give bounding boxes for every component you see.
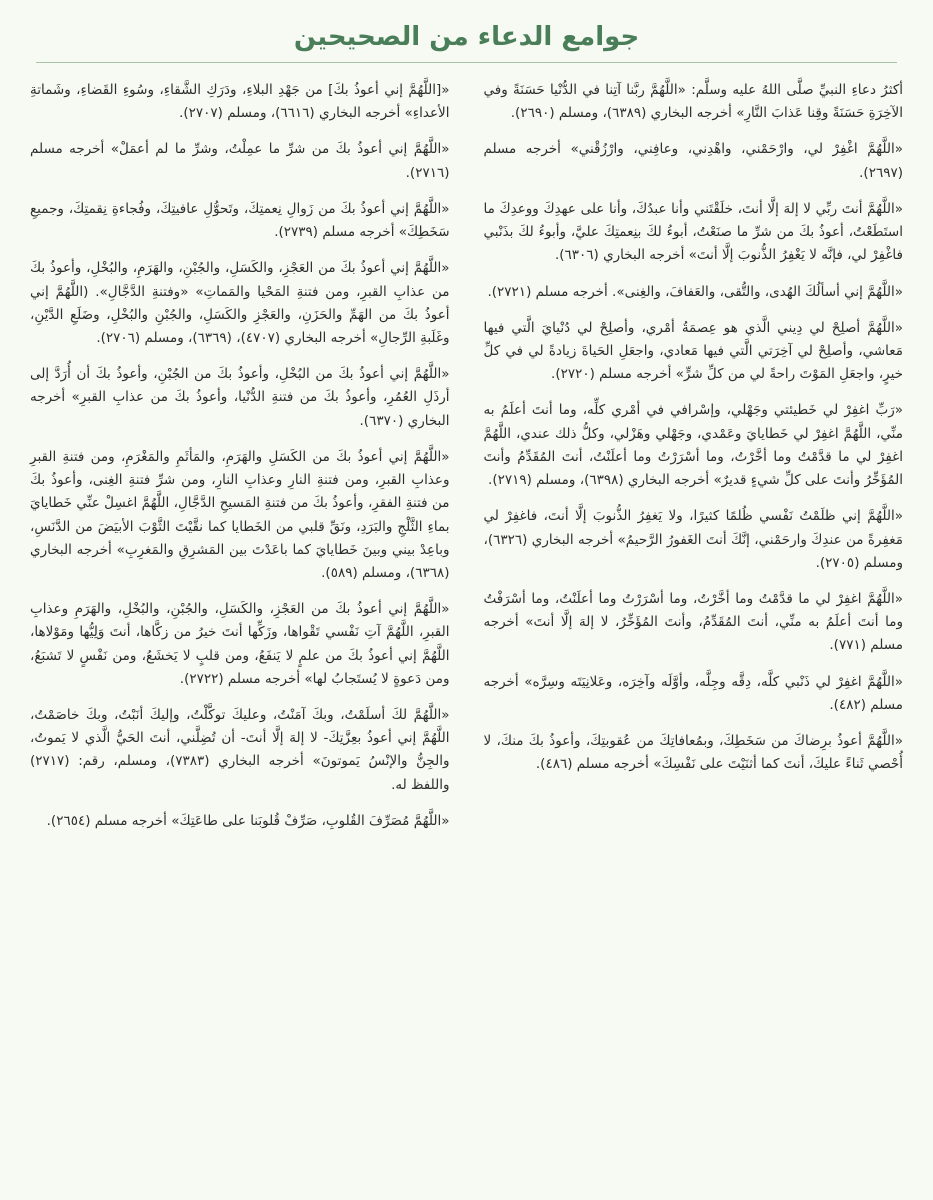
dua-item: «اللَّهُمَّ إني ظلَمْتُ نَفْسي ظُلمًا كثيرًا، ولا يَغفِرُ الذُّنوبَ إلَّا أنتَ، فاغفِرْ لي مَغفِرةً من عندِكَ وارحَمْني، إنَّكَ أنتَ الغَفورُ الرَّحيمُ» أخرجه البخاري (٦٣٢٦)، ومسلم (٢٧٠٥).: [483, 508, 903, 571]
dua-item: «اللَّهُمَّ إني أسألُكَ الهُدى، والتُّقى، والعَفافَ، والغِنى». أخرجه مسلم (٢٧٢١).: [487, 283, 903, 300]
dua-item: «اللَّهُمَّ أعوذُ برِضاكَ من سَخَطِكَ، وبمُعافاتِكَ من عُقوبتِكَ، وأعوذُ بكَ منكَ، لا أُحْصي ثَناءً عليكَ، أنتَ كما أثنَيْتَ على نَفْسِكَ» أخرجه مسلم (٤٨٦).: [483, 733, 903, 773]
dua-item: «[اللَّهُمَّ إني أعوذُ بكَ] من جَهْدِ البلاءِ، ودَرَكِ الشَّقاءِ، وسُوءِ القَضاءِ، وشَماتةِ الأعداءِ» أخرجه البخاري (٦٦١٦)، ومسلم (٢٧٠٧).: [30, 82, 450, 122]
dua-item: «اللَّهُمَّ إني أعوذُ بكَ من شرِّ ما عمِلْتُ، وشرِّ ما لم أعمَلْ» أخرجه مسلم (٢٧١٦).: [30, 141, 450, 181]
column-right: [484, 79, 904, 846]
dua-item: «اللَّهُمَّ لكَ أسلَمْتُ، وبكَ آمَنْتُ، وعليكَ توكَّلْتُ، وإليكَ أنَبْتُ، وبكَ خاصَمْتُ، اللَّهُمَّ إني أعوذُ بعِزَّتِكَ- لا إلهَ إلَّا أنتَ- أن تُضِلَّني، أنتَ الحَيُّ الَّذي لا يَموتُ، والجِنُّ والإنْسُ يَموتونَ» أخرجه البخاري (٧٣٨٣)، ومسلم، رقم: (٢٧١٧) واللفظ له.: [30, 707, 450, 793]
page-title: جوامع الدعاء من الصحيحين: [293, 22, 640, 52]
dua-item: «اللَّهُمَّ إني أعوذُ بكَ من الكَسَلِ والهَرَمِ، والمَأثَمِ والمَغْرَمِ، ومن فتنةِ القبرِ وعذابِ القبرِ، ومن فتنةِ النارِ وعذابِ النارِ، ومن شرِّ فتنةِ الغِنى، وأعوذُ بكَ من فتنةِ الفقرِ، وأعوذُ بكَ من فتنةِ المَسيحِ الدَّجَّالِ، اللَّهُمَّ اغسِلْ عنِّي خَطايايَ بماءِ الثَّلْجِ والبَرَدِ، ونَقِّ قلبي من الخَطايا كما نقَّيْتَ الثَّوْبَ الأبيَضَ من الدَّنَسِ، وباعِدْ بيني وبينَ خَطايايَ كما باعَدْتَ بين المَشرِقِ والمَغرِبِ» أخرجه البخاري (٦٣٦٨)، ومسلم (٥٨٩).: [30, 448, 450, 581]
dua-item: «رَبِّ اغفِرْ لي خَطيئتي وجَهْلي، وإسْرافي في أمْري كلِّه، وما أنتَ أعلَمُ به منِّي، اللَّهُمَّ اغفِرْ لي خَطايايَ وعَمْدي، وجَهْلي وهَزْلي، وكلُّ ذلك عندي، اللَّهُمَّ اغفِرْ لي ما قدَّمْتُ وما أخَّرْتُ، وما أسْرَرْتُ وما أعلَنْتُ، أنتَ المُقَدِّمُ وأنتَ المُؤَخِّرُ وأنتَ على كلِّ شيءٍ قديرٌ» أخرجه البخاري (٦٣٩٨)، ومسلم (٢٧١٩).: [483, 402, 903, 489]
dua-item: «اللَّهُمَّ مُصَرِّفَ القُلوبِ، صَرِّفْ قُلوبَنا على طاعَتِكَ» أخرجه مسلم (٢٦٥٤).: [46, 812, 450, 829]
dua-item: «اللَّهُمَّ اغفِرْ لي ما قدَّمْتُ وما أخَّرْتُ، وما أسْرَرْتُ وما أعلَنْتُ، وما أسْرَفْتُ وما أنتَ أعلَمُ به منِّي، أنتَ المُقَدِّمُ، وأنتَ المُؤَخِّرُ، لا إلهَ إلَّا أنتَ» أخرجه مسلم (٧٧١).: [483, 590, 903, 654]
dua-item: «اللَّهُمَّ أصلِحْ لي دِيني الَّذي هو عِصمَةُ أمْري، وأصلِحْ لي دُنْيايَ الَّتي فيها مَعاشي، وأصلِحْ لي آخِرَتي الَّتي فيها مَعادي، واجعَلِ الحَياةَ زيادةً لي في كلِّ خيرٍ، واجعَلِ المَوْتَ راحةً لي من كلِّ شرٍّ» أخرجه مسلم (٢٧٢٠).: [483, 319, 903, 383]
dua-item: «اللَّهُمَّ اغفِرْ لي ذَنْبي كلَّه، دِقَّه وجِلَّه، وأوَّلَه وآخِرَه، وعَلانِيَتَه وسِرَّه» أخرجه مسلم (٤٨٢).: [483, 673, 903, 713]
title-divider: [36, 62, 897, 63]
dua-item: «اللَّهُمَّ أنتَ ربِّي لا إلهَ إلَّا أنتَ، خلَقْتَني وأنا عبدُكَ، وأنا على عهدِكَ ووعدِكَ ما استَطَعْتُ، أعوذُ بكَ من شرِّ ما صنَعْتُ، أبوءُ لكَ بنِعمتِكَ عليَّ، وأبوءُ لكَ بذَنْبي فاغْفِرْ لي، فإنَّه لا يَغْفِرُ الذُّنوبَ إلَّا أنتَ» أخرجه البخاري (٦٣٠٦).: [483, 200, 903, 264]
dua-item: أكثرُ دعاءِ النبيِّ صلَّى اللهُ عليه وسلَّم: «اللَّهُمَّ ربَّنا آتِنا في الدُّنْيا حَسَنَةً وفي الآخِرَةِ حَسَنَةً وقِنا عَذابَ النَّارِ» أخرجه البخاري (٦٣٨٩)، ومسلم (٢٦٩٠).: [483, 82, 903, 122]
column-left: [30, 79, 450, 846]
dua-item: «اللَّهُمَّ اغْفِرْ لي، وارْحَمْني، واهْدِني، وعافِني، وارْزُقْني» أخرجه مسلم (٢٦٩٧).: [483, 141, 903, 181]
dua-item: «اللَّهُمَّ إني أعوذُ بكَ من العَجْزِ، والكَسَلِ، والجُبْنِ، والبُخْلِ، والهَرَمِ وعذابِ القبرِ، اللَّهُمَّ آتِ نَفْسي تَقْواها، وزَكِّها أنتَ خيرُ من زكَّاها، أنتَ وَلِيُّها ومَوْلاها، اللَّهُمَّ إني أعوذُ بكَ من علمٍ لا يَنفَعُ، ومن قلبٍ لا يَخشَعُ، ومن نَفْسٍ لا تَشبَعُ، ومن دَعوةٍ لا يُستَجابُ لها» أخرجه مسلم (٢٧٢٢).: [30, 601, 450, 687]
content-columns: [30, 79, 903, 846]
dua-item: «اللَّهُمَّ إني أعوذُ بكَ من البُخْلِ، وأعوذُ بكَ من الجُبْنِ، وأعوذُ بكَ أن أُرَدَّ إلى أرذَلِ العُمُرِ، وأعوذُ بكَ من فتنةِ الدُّنْيا، وأعوذُ بكَ من عذابِ القبرِ» أخرجه البخاري (٦٣٧٠).: [30, 366, 450, 429]
dua-item: «اللَّهُمَّ إني أعوذُ بكَ من العَجْزِ، والكَسَلِ، والجُبْنِ، والهَرَمِ، والبُخْلِ، وأعوذُ بكَ من عذابِ القبرِ، ومن فتنةِ المَحْيا والمَماتِ» «وفتنةِ الدَّجَّالِ». (اللَّهُمَّ إني أعوذُ بكَ من الهَمِّ والحَزَنِ، والعَجْزِ والكَسَلِ، والجُبْنِ والبُخْلِ، وضَلَعِ الدَّيْنِ، وغَلَبةِ الرِّجالِ» أخرجه البخاري (٤٧٠٧)، (٦٣٦٩)، ومسلم (٢٧٠٦).: [30, 260, 450, 346]
dua-item: «اللَّهُمَّ إني أعوذُ بكَ من زَوالِ نِعمتِكَ، وتَحوُّلِ عافيتِكَ، وفُجاءةِ نِقمتِكَ، وجميعِ سَخَطِكَ» أخرجه مسلم (٢٧٣٩).: [30, 200, 450, 241]
